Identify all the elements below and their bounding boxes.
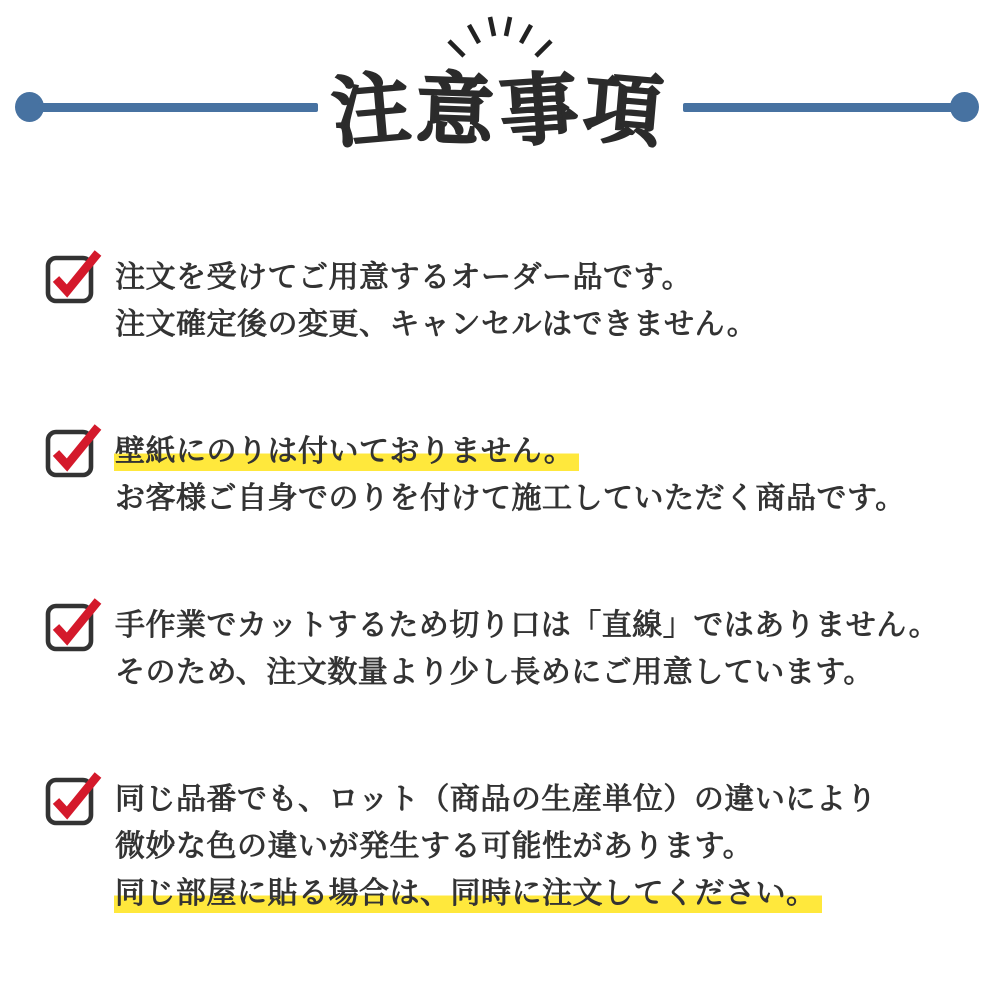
notice-item-text xyxy=(115,254,757,348)
highlighted-text: 同じ部屋に貼る場合は、同時に注文してください。 xyxy=(114,877,822,913)
notice-line: 同じ品番でも、ロット（商品の生産単位）の違いにより xyxy=(115,783,877,816)
notice-line xyxy=(115,428,906,475)
notice-line: お客様ご自身でのりを付けて施工していただく商品です。 xyxy=(115,482,906,515)
title-accent-line-right xyxy=(683,103,955,112)
page-title: 注意事項 xyxy=(328,62,672,158)
notice-line xyxy=(115,870,877,917)
notice-line: 微妙な色の違いが発生する可能性があります。 xyxy=(115,830,754,863)
notice-item-text xyxy=(115,602,939,696)
red-checkbox-icon xyxy=(45,770,105,828)
notice-line: 注文を受けてご用意するオーダー品です。 xyxy=(115,261,693,294)
red-checkbox-icon xyxy=(45,596,105,654)
red-checkbox-icon xyxy=(45,248,105,306)
notice-line: そのため、注文数量より少し長めにご用意しています。 xyxy=(115,656,874,689)
notice-line: 注文確定後の変更、キャンセルはできません。 xyxy=(115,308,758,341)
notice-item-text xyxy=(115,428,906,522)
title-accent-dot-right xyxy=(950,92,979,122)
highlighted-text: 壁紙にのりは付いておりません。 xyxy=(114,435,579,471)
red-checkbox-icon xyxy=(45,422,105,480)
notice-line: 手作業でカットするため切り口は「直線」ではありません。 xyxy=(115,609,940,642)
notice-item-text xyxy=(115,776,877,917)
sparkle-rays-icon xyxy=(438,12,562,62)
